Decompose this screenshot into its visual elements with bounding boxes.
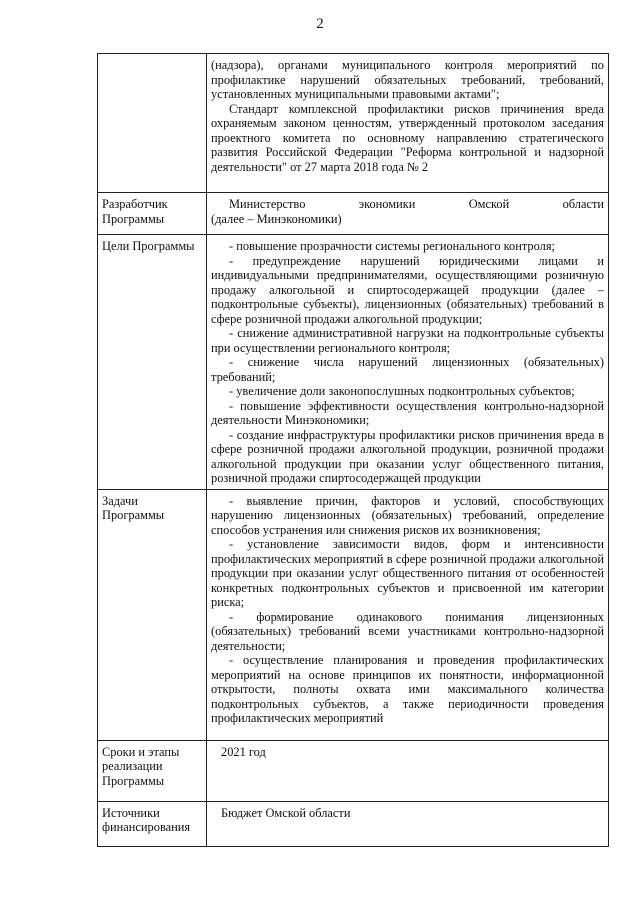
goal-item: - увеличение доли законопослушных подконтрольных субъектов; bbox=[229, 384, 575, 398]
goal-item: - снижение административной нагрузки на подконтрольные субъекты при осуществлении регионального контроля; bbox=[211, 326, 604, 355]
developer-short-name: (далее – Минэкономики) bbox=[211, 211, 342, 226]
goal-item: - снижение числа нарушений лицензионных (обязательных) требований; bbox=[211, 355, 604, 384]
developer-name: Министерство экономики Омской области bbox=[229, 197, 604, 211]
goal-item: - повышение эффективности осуществления контрольно-надзорной деятельности Минэкономики; bbox=[211, 398, 604, 427]
row-label-continuation bbox=[98, 54, 207, 193]
row-value-continuation bbox=[207, 54, 609, 193]
row-label-goals: Цели Программы bbox=[98, 235, 207, 490]
row-label-term: Сроки и этапы реализации Программы bbox=[98, 740, 207, 801]
row-label-tasks: Задачи Программы bbox=[98, 489, 207, 740]
task-item: - установление зависимости видов, форм и интенсивности профилактических мероприятий в сфере розничной продажи алкогольной продукции при оказании услуг общественного питания от особенностей конкретных подконтрольных субъектов и присвоенной им категории риска; bbox=[211, 537, 604, 609]
row-value-developer bbox=[207, 193, 609, 235]
row-value-tasks bbox=[207, 489, 609, 740]
row-value-goals bbox=[207, 235, 609, 490]
funding-value: Бюджет Омской области bbox=[221, 805, 351, 820]
table-row-funding bbox=[98, 801, 609, 846]
program-passport-table bbox=[97, 53, 609, 847]
continuation-paragraph: Стандарт комплексной профилактики рисков причинения вреда охраняемым законом ценностям, утвержденный протоколом заседания проектного комитета по основному направлению стратегического развития Российской Федерации "Реформа контрольной и надзорной деятельности" от 27 марта 2018 года № 2 bbox=[211, 101, 604, 174]
row-value-term bbox=[207, 740, 609, 801]
table-row-term bbox=[98, 740, 609, 801]
table-row-tasks bbox=[98, 489, 609, 740]
row-label-funding: Источники финансирования bbox=[98, 801, 207, 846]
term-value: 2021 год bbox=[221, 744, 266, 759]
table-row-developer bbox=[98, 193, 609, 235]
table-row-goals bbox=[98, 235, 609, 490]
task-item: - осуществление планирования и проведения профилактических мероприятий на основе принципов их понятности, информационной открытости, полноты охвата ими максимального количества подконтрольных субъектов, а также периодичности проведения профилактических мероприятий bbox=[211, 653, 604, 725]
row-label-developer: Разработчик Программы bbox=[98, 193, 207, 235]
task-item: - выявление причин, факторов и условий, способствующих нарушению лицензионных (обязательных) требований, определение способов устранения или снижения рисков их возникновения; bbox=[211, 493, 604, 537]
continuation-paragraph: (надзора), органами муниципального контроля мероприятий по профилактике нарушений обязательных требований, требований, установленных муниципальными правовыми актами"; bbox=[211, 58, 604, 101]
goal-item: - создание инфраструктуры профилактики рисков причинения вреда в сфере розничной продажи алкогольной продукции, розничной продажи алкогольной продукции при оказании услуг общественного питания, розничной продажи спиртосодержащей продукции bbox=[211, 427, 604, 485]
task-item: - формирование одинакового понимания лицензионных (обязательных) требований всеми участниками контрольно-надзорной деятельности; bbox=[211, 609, 604, 653]
page-number: 2 bbox=[316, 16, 324, 32]
goal-item: - повышение прозрачности системы регионального контроля; bbox=[229, 239, 555, 253]
table-row-continuation bbox=[98, 54, 609, 193]
goal-item: - предупреждение нарушений юридическими лицами и индивидуальными предпринимателями, осуществляющими розничную продажу алкогольной и спиртосодержащей продукции (далее – подконтрольные субъекты), лицензионных (обязательных) требований в сфере розничной продажи алкогольной продукции; bbox=[211, 253, 604, 326]
row-value-funding bbox=[207, 801, 609, 846]
